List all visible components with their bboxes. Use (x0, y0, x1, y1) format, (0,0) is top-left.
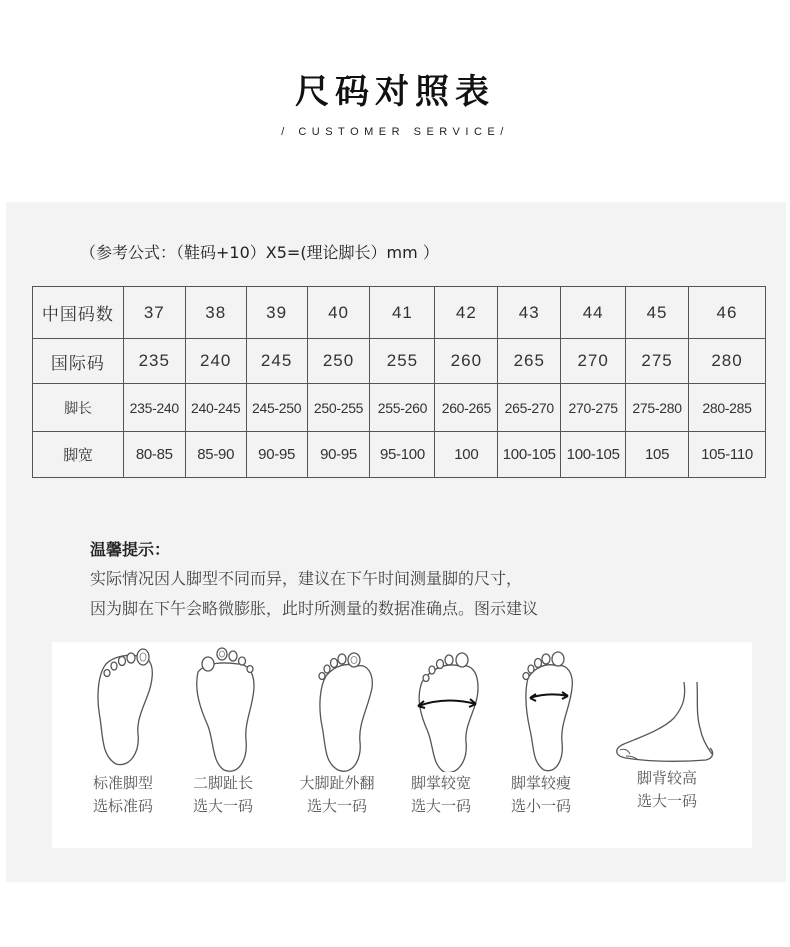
row-header: 国际码 (33, 339, 124, 384)
table-cell: 40 (307, 287, 370, 339)
table-cell: 250 (307, 339, 370, 384)
bunion-foot-icon (282, 642, 392, 772)
size-formula: （参考公式：（鞋码+10）X5=(理论脚长）mm ） (80, 243, 439, 262)
table-cell: 100-105 (561, 432, 626, 478)
wide-forefoot-icon (386, 642, 496, 772)
foot-type-item (602, 642, 732, 813)
table-cell: 255-260 (370, 384, 435, 432)
table-cell: 37 (123, 287, 185, 339)
table-cell: 105 (626, 432, 689, 478)
table-cell: 105-110 (689, 432, 766, 478)
table-cell: 38 (185, 287, 246, 339)
foot-type-advice: 选大一码 (306, 797, 367, 815)
table-cell: 245 (246, 339, 307, 384)
row-header: 中国码数 (33, 287, 124, 339)
table-cell: 44 (561, 287, 626, 339)
table-cell: 280-285 (689, 384, 766, 432)
foot-type-advice: 选小一码 (510, 797, 571, 815)
table-cell: 85-90 (185, 432, 246, 478)
foot-type-label: 标准脚型 (92, 774, 153, 792)
foot-type-item (386, 642, 496, 818)
foot-type-label: 大脚趾外翻 (299, 774, 375, 792)
table-row (33, 339, 766, 384)
tips-line: 因为脚在下午会略微膨胀，此时所测量的数据准确点。图示建议 (90, 599, 539, 618)
tips-title: 温馨提示： (90, 540, 171, 559)
foot-types-card (52, 642, 752, 848)
table-cell: 270 (561, 339, 626, 384)
foot-type-advice: 选大一码 (192, 797, 253, 815)
table-cell: 90-95 (246, 432, 307, 478)
long-second-toe-icon (168, 642, 278, 772)
table-cell: 235-240 (123, 384, 185, 432)
foot-type-label: 脚掌较瘦 (510, 774, 571, 792)
table-cell: 265 (498, 339, 561, 384)
narrow-forefoot-icon (486, 642, 596, 772)
table-cell: 275 (626, 339, 689, 384)
table-cell: 255 (370, 339, 435, 384)
high-instep-icon (602, 642, 732, 767)
table-cell: 43 (498, 287, 561, 339)
page-subtitle: / CUSTOMER SERVICE/ (281, 126, 509, 138)
table-cell: 41 (370, 287, 435, 339)
table-cell: 260-265 (435, 384, 498, 432)
table-cell: 39 (246, 287, 307, 339)
table-row (33, 287, 766, 339)
table-cell: 260 (435, 339, 498, 384)
size-chart-table (32, 286, 766, 478)
table-cell: 270-275 (561, 384, 626, 432)
foot-type-label: 脚背较高 (636, 769, 697, 787)
table-cell: 45 (626, 287, 689, 339)
standard-foot-icon (68, 642, 178, 772)
table-cell: 95-100 (370, 432, 435, 478)
page-title: 尺码对照表 (295, 72, 495, 112)
foot-type-label: 二脚趾长 (192, 774, 253, 792)
foot-type-item (282, 642, 392, 818)
table-cell: 280 (689, 339, 766, 384)
tips-line: 实际情况因人脚型不同而异，建议在下午时间测量脚的尺寸， (90, 569, 523, 588)
table-cell: 235 (123, 339, 185, 384)
table-cell: 42 (435, 287, 498, 339)
table-cell: 245-250 (246, 384, 307, 432)
table-cell: 240 (185, 339, 246, 384)
table-cell: 240-245 (185, 384, 246, 432)
table-row (33, 432, 766, 478)
table-cell: 46 (689, 287, 766, 339)
foot-type-advice: 选大一码 (636, 792, 697, 810)
table-row (33, 384, 766, 432)
table-cell: 80-85 (123, 432, 185, 478)
foot-type-advice: 选大一码 (410, 797, 471, 815)
foot-type-label: 脚掌较宽 (410, 774, 471, 792)
row-header: 脚宽 (33, 432, 124, 478)
table-cell: 100 (435, 432, 498, 478)
table-cell: 275-280 (626, 384, 689, 432)
table-cell: 90-95 (307, 432, 370, 478)
table-cell: 265-270 (498, 384, 561, 432)
foot-type-item (486, 642, 596, 818)
table-cell: 250-255 (307, 384, 370, 432)
foot-type-item (68, 642, 178, 818)
table-cell: 100-105 (498, 432, 561, 478)
foot-type-advice: 选标准码 (92, 797, 153, 815)
row-header: 脚长 (33, 384, 124, 432)
foot-type-item (168, 642, 278, 818)
